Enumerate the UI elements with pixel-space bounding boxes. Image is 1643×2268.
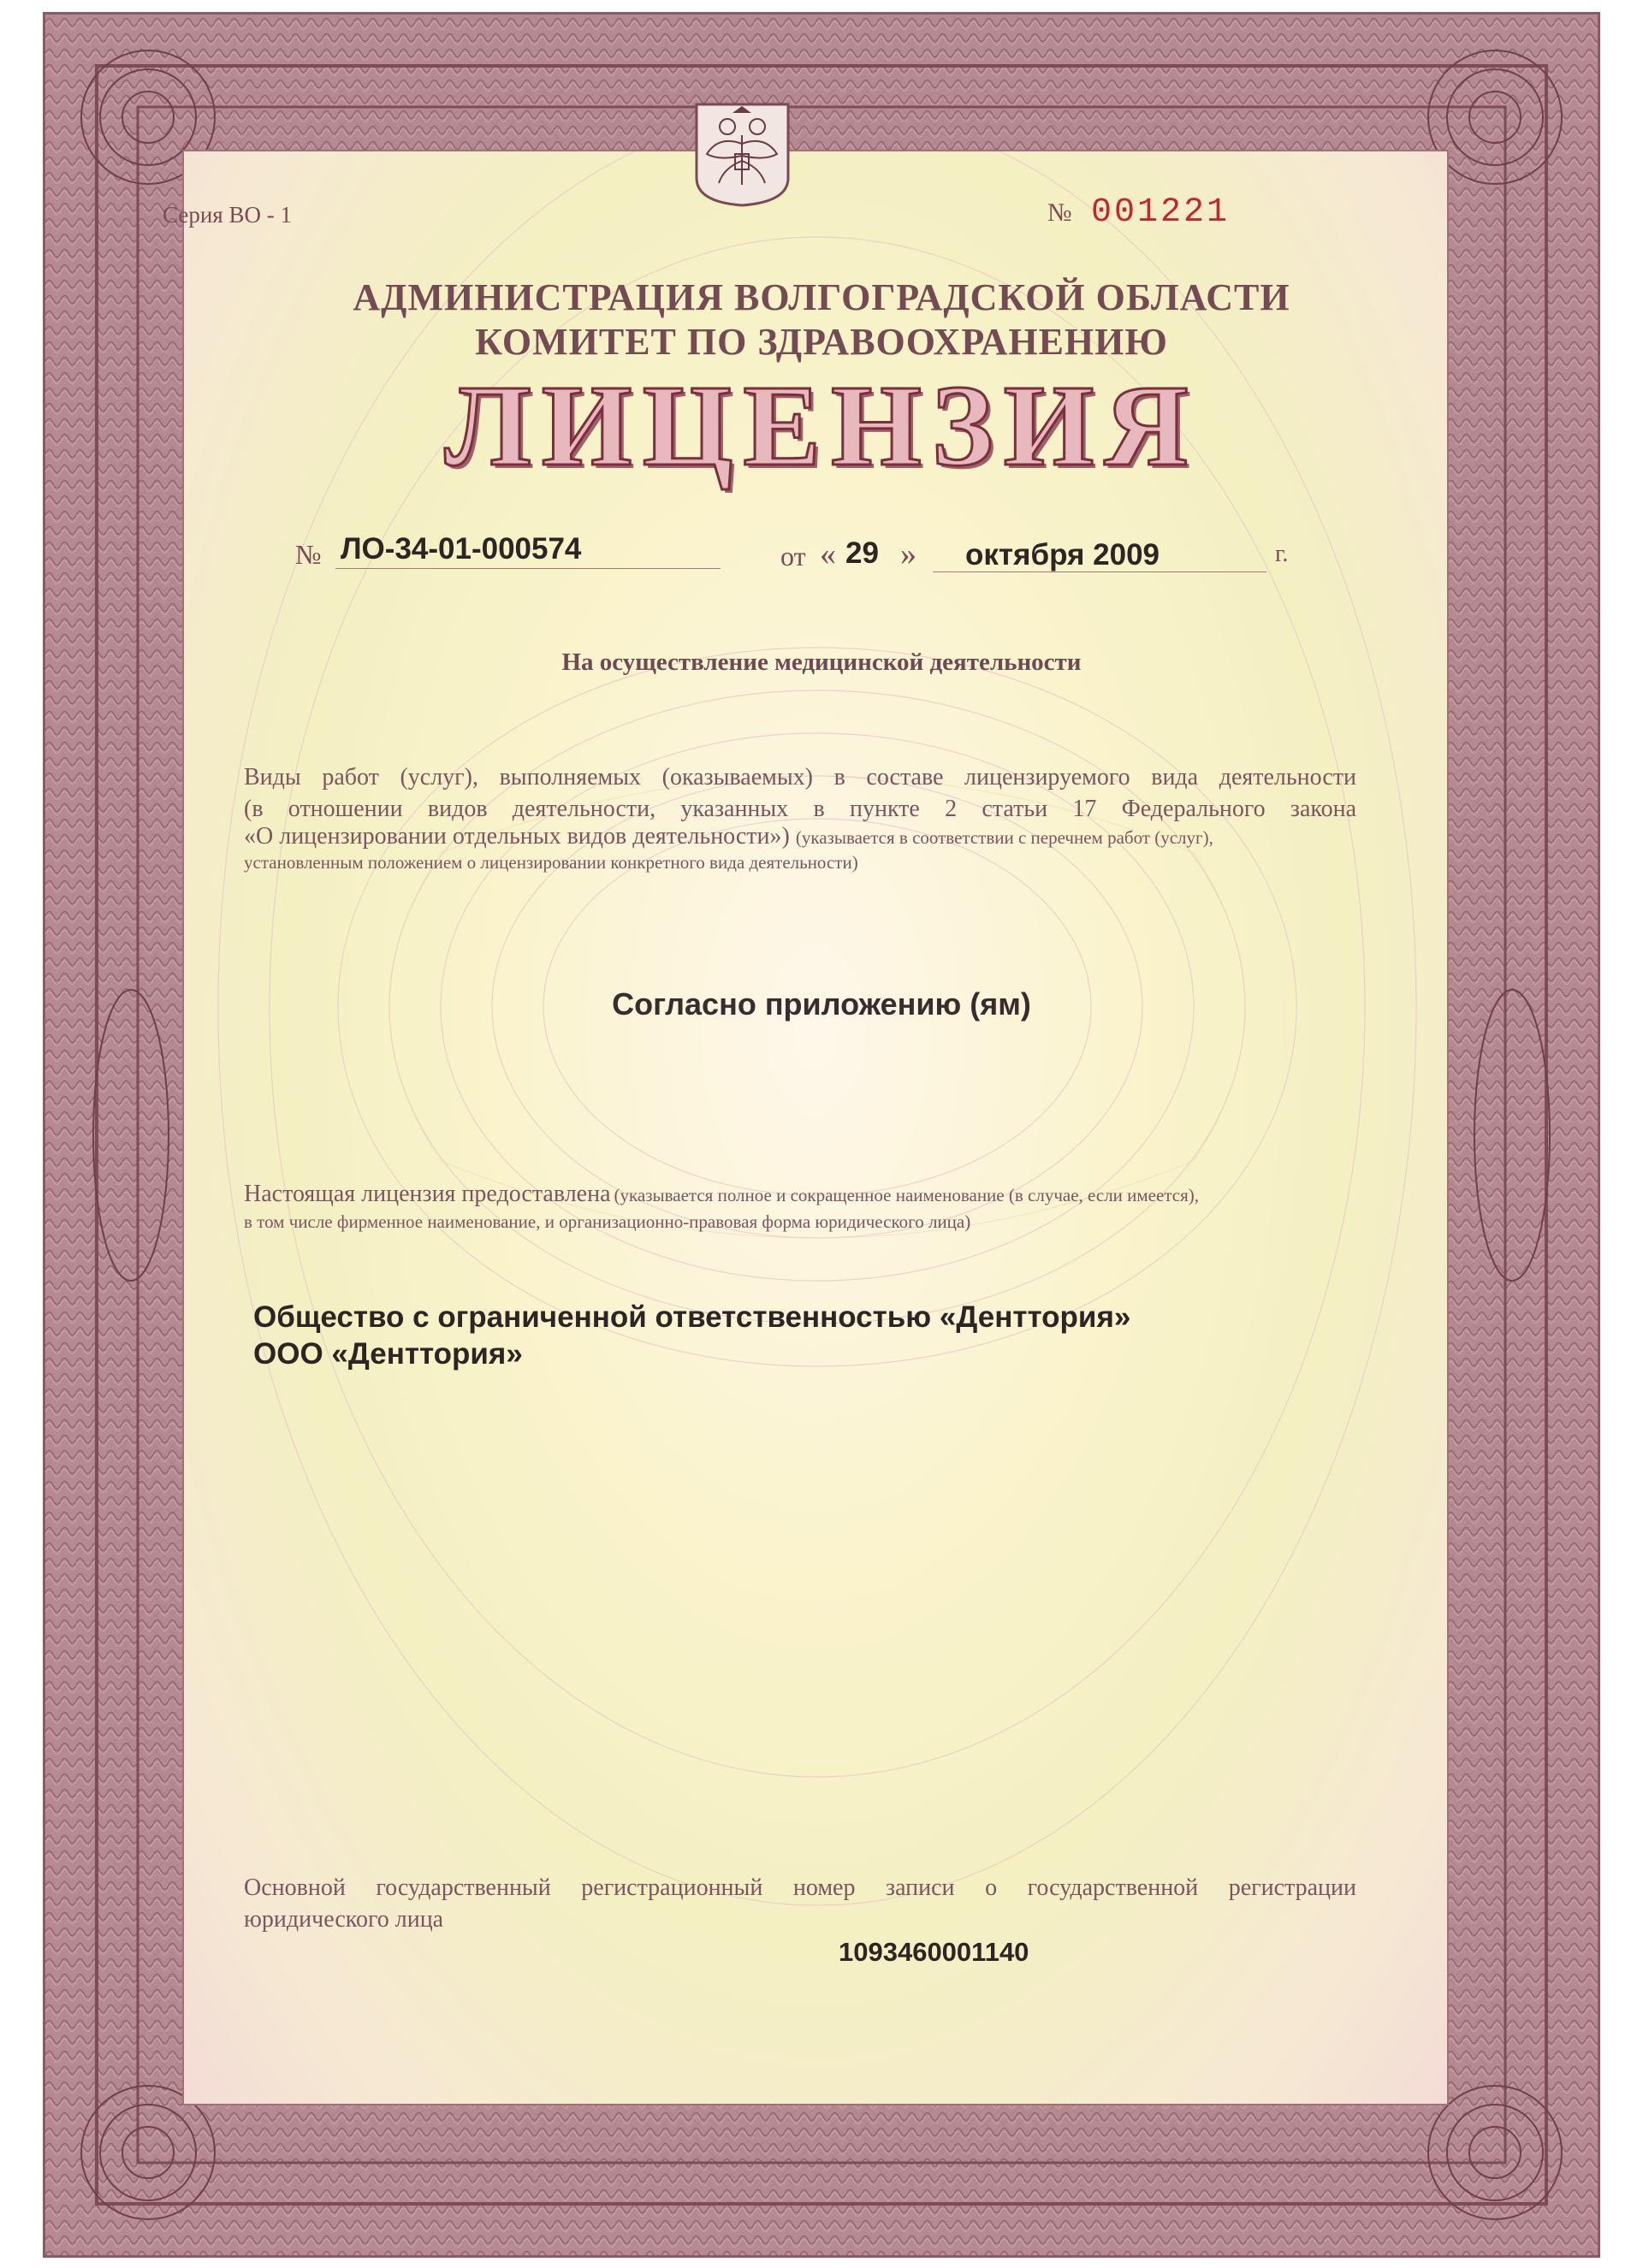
holder-label: Настоящая лицензия предоставлена [244,1181,611,1207]
holder-note-line2: в том числе фирменное наименование, и организационно-правовая форма юридического лица) [244,1211,971,1232]
holder-short-name: ООО «Денттория» [253,1337,523,1371]
works-value: Согласно приложению (ям) [612,986,1031,1021]
authority-name: АДМИНИСТРАЦИЯ ВОЛГОГРАДСКОЙ ОБЛАСТИ [353,276,1290,318]
committee-name: КОМИТЕТ ПО ЗДРАВООХРАНЕНИЮ [475,321,1168,363]
ogrn-label-line1: Основной государственный регистрационный номер записи о государственной регистрации [244,1874,1356,1901]
document-title: ЛИЦЕНЗИЯ [444,362,1199,490]
license-number-label: № [295,539,322,570]
ogrn-value: 1093460001140 [839,1937,1029,1967]
date-underline [933,571,1266,572]
license-number: ЛО-34-01-000574 [341,532,582,566]
series-label: Серия ВО - 1 [163,202,292,228]
works-note-line2: установленным положением о лицензировании конкретного вида деятельности) [244,852,858,873]
serial-number-label: № [1047,198,1072,227]
works-label-line3 [244,823,1356,850]
holder-note: (указывается полное и сокращенное наименование (в случае, если имеется), [614,1185,1199,1205]
ogrn-label-line2: юридического лица [244,1906,444,1933]
coat-of-arms-icon [693,101,792,208]
date-month-year: октября 2009 [965,538,1160,571]
date-from-label: от [780,541,806,571]
date-year-suffix: г. [1275,541,1289,567]
holder-full-name: Общество с ограниченной ответственностью «Денттория» [253,1300,1131,1334]
works-note: (указывается в соответствии с перечнем работ (услуг), [795,827,1213,848]
date-open-quote: « [820,536,836,572]
license-number-underline [335,568,721,569]
activity-type: На осуществление медицинской деятельности [561,648,1082,676]
works-label-line2: (в отношении видов деятельности, указанных в пункте 2 статьи 17 Федерального закона [244,796,1356,822]
holder-label-line1 [244,1181,1373,1208]
works-label-line1: Виды работ (услуг), выполняемых (оказываемых) в составе лицензируемого вида деятельности [244,764,1356,791]
serial-number: 001221 [1091,193,1231,232]
date-close-quote: » [900,536,916,572]
works-law-name: «О лицензировании отдельных видов деятельности») [244,823,790,850]
date-day: 29 [845,536,879,570]
